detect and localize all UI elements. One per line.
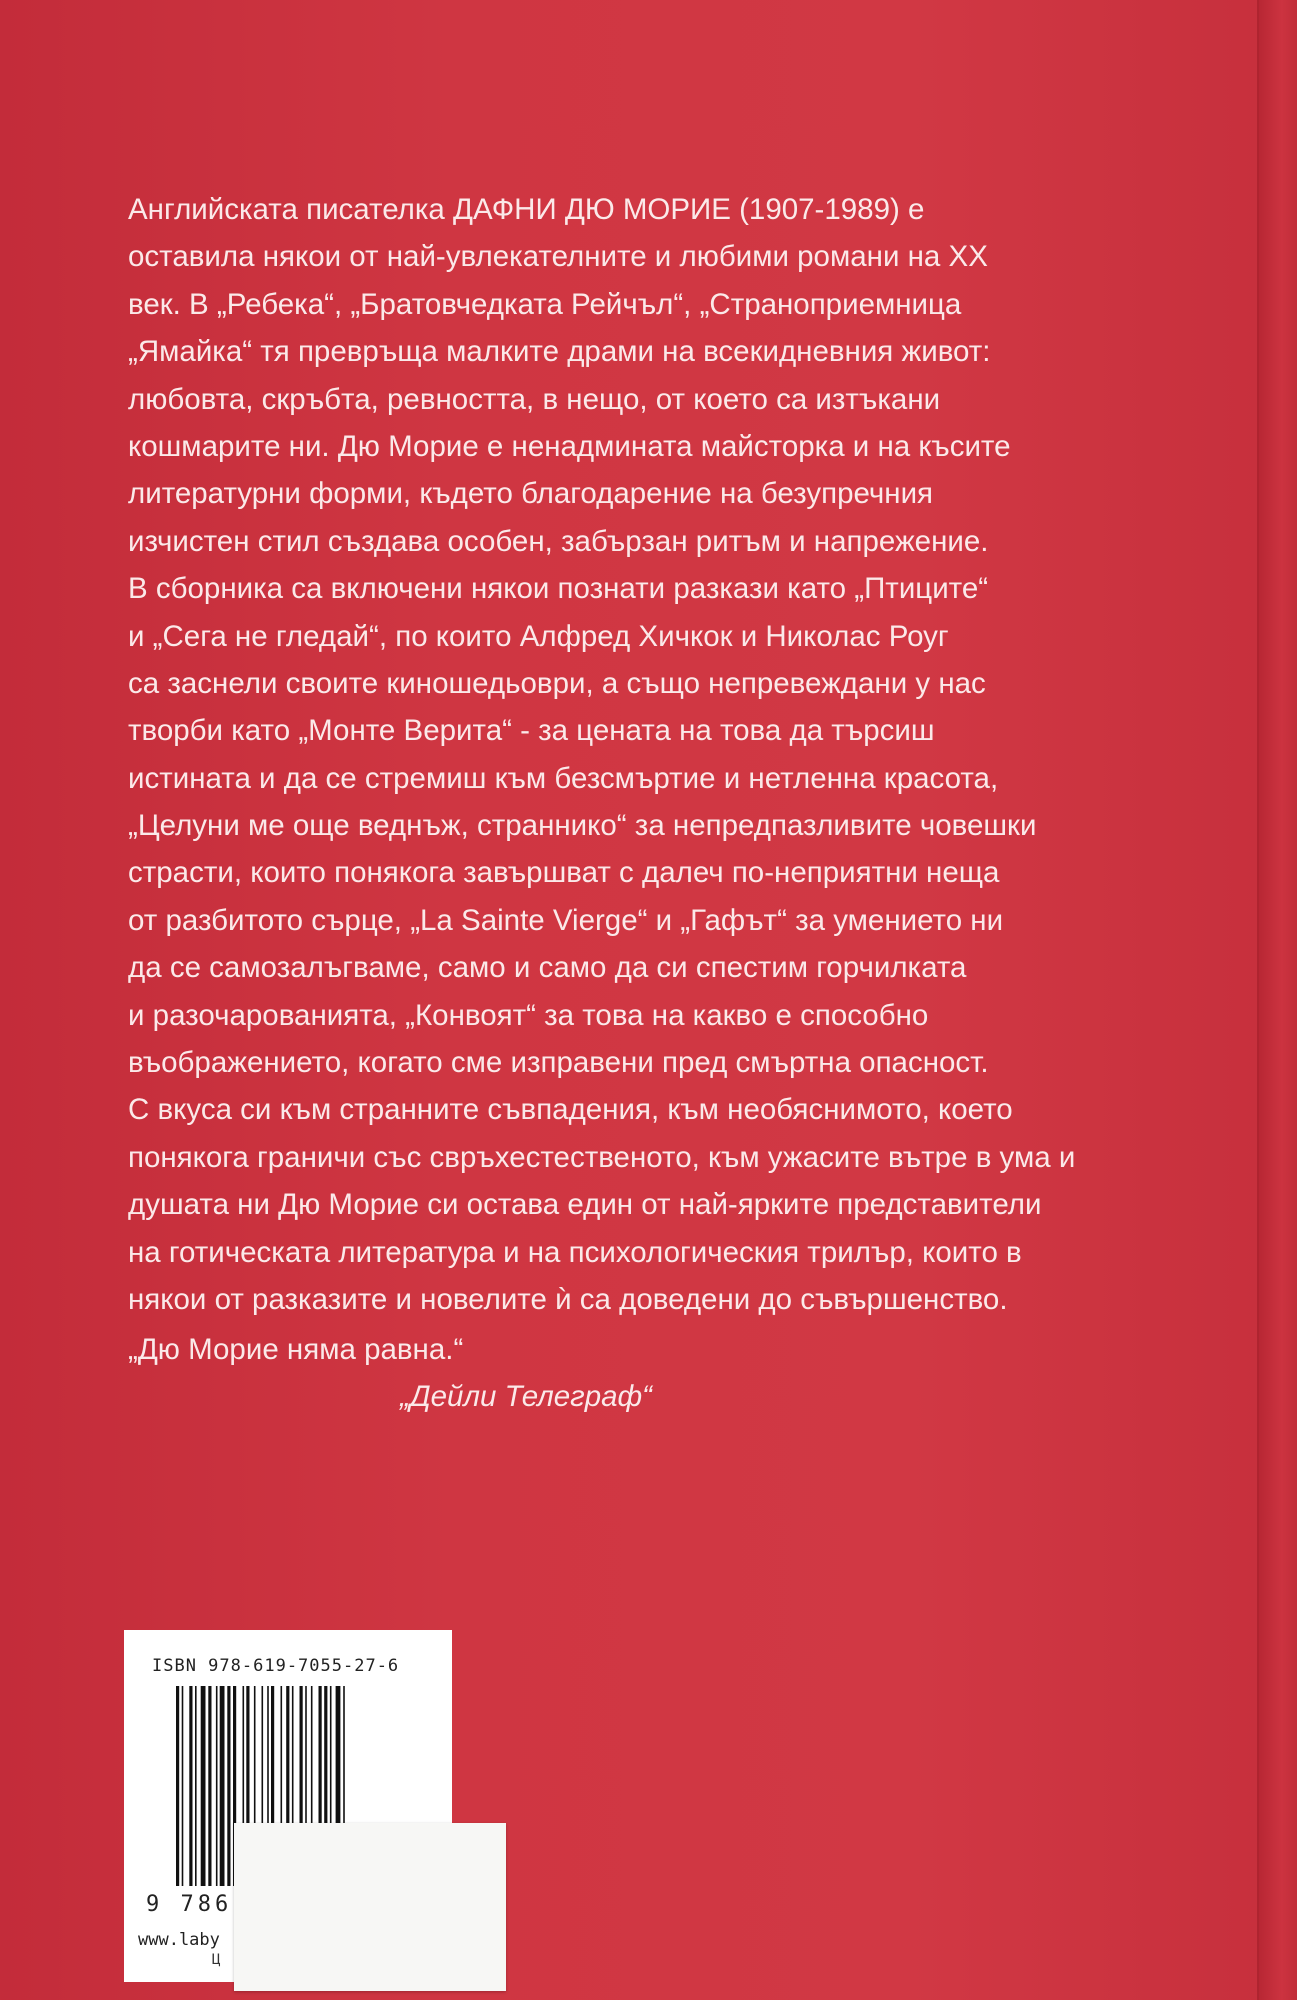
- blurb-line: С вкуса си към странните съвпадения, към необяснимото, което: [128, 1093, 1013, 1127]
- blurb-line: „Целуни ме още веднъж, страннико“ за непредпазливите човешки: [128, 809, 1037, 843]
- blurb-line: и „Сега не гледай“, по които Алфред Хичкок и Николас Роуг: [128, 619, 949, 653]
- blurb-line: Английската писателка ДАФНИ ДЮ МОРИЕ (1907-1989) е: [128, 193, 925, 226]
- blurb-line: кошмарите ни. Дю Морие е ненадмината майсторка и на късите: [128, 429, 1011, 463]
- blurb-line: някои от разказите и новелите ѝ са доведени до съвършенство.: [128, 1282, 1008, 1316]
- blurb-line: изчистен стил създава особен, забързан ритъм и напрежение.: [128, 524, 989, 558]
- barcode-bar: [227, 1686, 230, 1886]
- barcode-bar: [201, 1686, 206, 1886]
- barcode-bar: [195, 1686, 197, 1886]
- price-sticker: [234, 1823, 506, 1991]
- blurb-line: страсти, които понякога завършват с далеч по-неприятни неща: [128, 856, 1000, 890]
- blurb-line: и разочарованията, „Конвоят“ за това на какво е способно: [128, 998, 929, 1032]
- blurb-line: творби като „Монте Верита“ - за цената на това да търсиш: [128, 714, 935, 748]
- barcode-bar: [189, 1686, 192, 1886]
- barcode-bar: [182, 1686, 184, 1886]
- barcode-bar: [176, 1686, 179, 1886]
- blurb-line: истината и да се стремиш към безсмъртие и нетленна красота,: [128, 761, 999, 795]
- barcode-bar: [216, 1686, 218, 1886]
- barcode-bar: [220, 1686, 225, 1886]
- blurb-line: оставила някои от най-увлекателните и любими романи на XX: [128, 240, 988, 274]
- blurb-line: любовта, скръбта, ревността, в нещо, от което са изтъкани: [128, 382, 941, 416]
- price-label: Ц: [212, 1952, 221, 1968]
- blurb-line: на готическата литература и на психологическия трилър, които в: [128, 1235, 1022, 1269]
- cover-edge: [1257, 0, 1297, 2000]
- barcode-bar: [208, 1686, 211, 1886]
- ean-digits: 9 786: [146, 1892, 233, 1917]
- blurb-line: са заснели своите киношедьоври, а също непревеждани у нас: [128, 666, 986, 700]
- quote-text: „Дю Морие няма равна.“: [128, 1333, 464, 1366]
- blurb-line: понякога граничи със свръхестественото, към ужасите вътре в ума и: [128, 1140, 1076, 1174]
- blurb-line: век. В „Ребека“, „Братовчедката Рейчъл“, „Страноприемница: [128, 287, 962, 321]
- publisher-url: www.laby: [138, 1930, 220, 1950]
- blurb-text: [128, 186, 1228, 1323]
- blurb-line: В сборника са включени някои познати разкази като „Птиците“: [128, 572, 989, 606]
- quote-source: „Дейли Телеграф“: [400, 1380, 652, 1413]
- blurb-line: „Ямайка“ тя превръща малките драми на всекидневния живот:: [128, 335, 991, 369]
- isbn-text: ISBN 978-619-7055-27-6: [152, 1656, 400, 1676]
- blurb-line: душата ни Дю Морие си остава един от най-ярките представители: [128, 1188, 1042, 1222]
- blurb-line: да се самозалъгваме, само и само да си спестим горчилката: [128, 951, 967, 985]
- blurb-line: литературни форми, където благодарение на безупречния: [128, 477, 934, 511]
- blurb-line: от разбитото сърце, „La Sainte Vierge“ и „Гафът“ за умението ни: [128, 903, 1004, 937]
- press-quote: [128, 1326, 652, 1420]
- blurb-line: въображението, когато сме изправени пред смъртна опасност.: [128, 1046, 989, 1080]
